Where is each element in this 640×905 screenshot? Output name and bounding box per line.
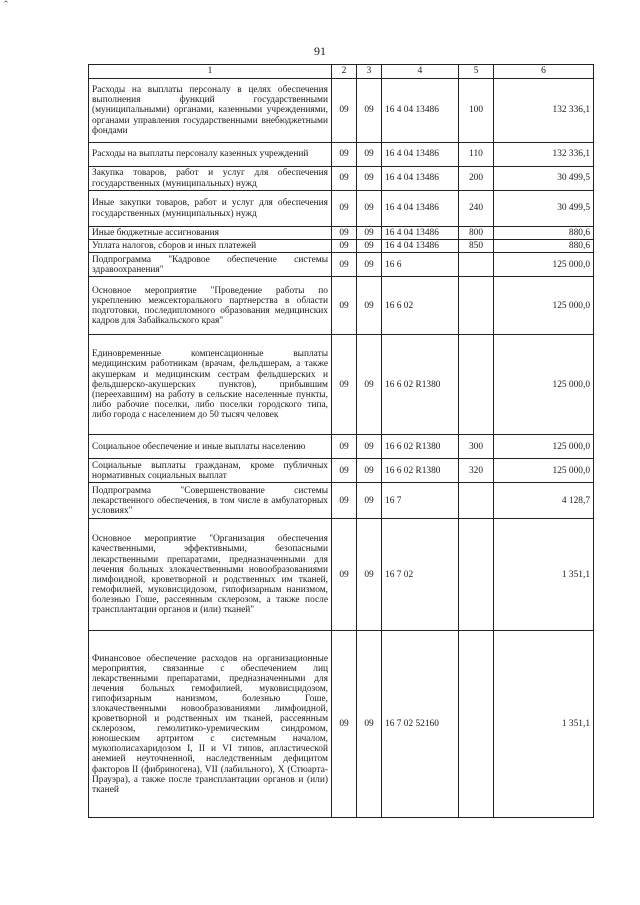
row-description: Закупка товаров, работ и услуг для обеспечения государственных (муниципальных) нужд (89, 167, 332, 191)
row-amount: 30 499,5 (494, 167, 594, 191)
row-expense-type (459, 519, 494, 631)
row-expense-type (459, 277, 494, 335)
table-row (89, 191, 594, 227)
table-row (89, 240, 594, 253)
header-cell-2: 2 (332, 65, 357, 79)
row-expense-type: 100 (459, 79, 494, 143)
row-description: Основное мероприятие "Организация обеспечения качественными, эффективными, безопасными лекарственными препаратами, предназначенными для лечения больных злокачественными новообразованиями лимфоидной, кроветворной и родственных им тканей, гемофилией, муковисцидозом, гипофизарным нанизмом, болезнью Гоше, рассеянным склерозом, а также после трансплантации органов и (или) тканей" (89, 519, 332, 631)
row-target-code: 16 4 04 13486 (382, 240, 459, 253)
row-subsection: 09 (357, 519, 382, 631)
row-section: 09 (332, 143, 357, 167)
page-number: 91 (314, 44, 326, 58)
table-row (89, 631, 594, 818)
row-amount: 125 000,0 (494, 253, 594, 277)
table-row (89, 519, 594, 631)
table-row (89, 167, 594, 191)
row-target-code: 16 4 04 13486 (382, 227, 459, 240)
row-description: Уплата налогов, сборов и иных платежей (89, 240, 332, 253)
row-description: Социальные выплаты гражданам, кроме публичных нормативных социальных выплат (89, 459, 332, 483)
row-section: 09 (332, 240, 357, 253)
table-row (89, 143, 594, 167)
row-expense-type (459, 253, 494, 277)
row-expense-type: 110 (459, 143, 494, 167)
row-section: 09 (332, 631, 357, 818)
row-amount: 132 336,1 (494, 79, 594, 143)
row-amount: 1 351,1 (494, 631, 594, 818)
table-row (89, 335, 594, 435)
row-amount: 4 128,7 (494, 483, 594, 519)
row-subsection: 09 (357, 143, 382, 167)
row-description: Иные закупки товаров, работ и услуг для обеспечения государственных (муниципальных) нужд (89, 191, 332, 227)
row-expense-type: 200 (459, 167, 494, 191)
row-target-code: 16 7 (382, 483, 459, 519)
row-description: Расходы на выплаты персоналу в целях обеспечения выполнения функций государственными (муниципальными) органами, казенными учреждениями, органами управления государственными внебюджетными фондами (89, 79, 332, 143)
row-amount: 125 000,0 (494, 435, 594, 459)
row-subsection: 09 (357, 483, 382, 519)
row-target-code: 16 4 04 13486 (382, 191, 459, 227)
row-amount: 132 336,1 (494, 143, 594, 167)
row-target-code: 16 7 02 52160 (382, 631, 459, 818)
row-expense-type (459, 335, 494, 435)
table-row (89, 253, 594, 277)
row-amount: 880,6 (494, 240, 594, 253)
row-description: Социальное обеспечение и иные выплаты населению (89, 435, 332, 459)
table-row (89, 277, 594, 335)
row-target-code: 16 6 02 R1380 (382, 335, 459, 435)
row-subsection: 09 (357, 277, 382, 335)
header-cell-3: 3 (357, 65, 382, 79)
row-section: 09 (332, 459, 357, 483)
row-target-code: 16 4 04 13486 (382, 167, 459, 191)
row-target-code: 16 4 04 13486 (382, 143, 459, 167)
row-expense-type: 240 (459, 191, 494, 227)
row-subsection: 09 (357, 191, 382, 227)
row-section: 09 (332, 79, 357, 143)
table-row (89, 459, 594, 483)
row-description: Основное мероприятие "Проведение работы по укреплению межсекторального партнерства в области подготовки, последипломного образования медицинских кадров для Забайкальского края" (89, 277, 332, 335)
row-subsection: 09 (357, 253, 382, 277)
row-subsection: 09 (357, 227, 382, 240)
row-subsection: 09 (357, 240, 382, 253)
row-expense-type: 320 (459, 459, 494, 483)
row-description: Иные бюджетные ассигнования (89, 227, 332, 240)
row-amount: 880,6 (494, 227, 594, 240)
budget-table (88, 64, 594, 818)
row-amount: 125 000,0 (494, 277, 594, 335)
row-amount: 1 351,1 (494, 519, 594, 631)
row-target-code: 16 6 02 R1380 (382, 459, 459, 483)
table-row (89, 435, 594, 459)
row-target-code: 16 6 02 R1380 (382, 435, 459, 459)
row-target-code: 16 4 04 13486 (382, 79, 459, 143)
row-amount: 125 000,0 (494, 335, 594, 435)
row-subsection: 09 (357, 435, 382, 459)
table-body (89, 79, 594, 818)
row-description: Единовременные компенсационные выплаты медицинским работникам (врачам, фельдшерам, а также акушеркам и медицинским сестрам фельдшерских и фельдшерско-акушерских пунктов), прибывшим (переехавшим) на работу в сельские населенные пункты, либо рабочие поселки, либо поселки городского типа, либо города с населением до 50 тысяч человек (89, 335, 332, 435)
row-section: 09 (332, 519, 357, 631)
row-amount: 125 000,0 (494, 459, 594, 483)
row-target-code: 16 6 (382, 253, 459, 277)
row-section: 09 (332, 227, 357, 240)
row-amount: 30 499,5 (494, 191, 594, 227)
row-description: Подпрограмма "Совершенствование системы лекарственного обеспечения, в том числе в амбулаторных условиях" (89, 483, 332, 519)
row-expense-type: 300 (459, 435, 494, 459)
row-section: 09 (332, 483, 357, 519)
row-target-code: 16 7 02 (382, 519, 459, 631)
header-row (89, 65, 594, 79)
header-cell-4: 4 (382, 65, 459, 79)
row-section: 09 (332, 335, 357, 435)
table-row (89, 483, 594, 519)
header-cell-5: 5 (459, 65, 494, 79)
row-section: 09 (332, 435, 357, 459)
row-target-code: 16 6 02 (382, 277, 459, 335)
row-subsection: 09 (357, 167, 382, 191)
row-section: 09 (332, 253, 357, 277)
table-row (89, 79, 594, 143)
row-section: 09 (332, 277, 357, 335)
row-expense-type: 850 (459, 240, 494, 253)
row-section: 09 (332, 167, 357, 191)
row-expense-type (459, 631, 494, 818)
row-subsection: 09 (357, 459, 382, 483)
header-cell-1: 1 (89, 65, 332, 79)
row-description: Подпрограмма "Кадровое обеспечение системы здравоохранения" (89, 253, 332, 277)
row-expense-type: 800 (459, 227, 494, 240)
row-subsection: 09 (357, 631, 382, 818)
row-section: 09 (332, 191, 357, 227)
row-description: Финансовое обеспечение расходов на организационные мероприятия, связанные с обеспечением лиц лекарственными препаратами, предназначенными для лечения больных гемофилией, муковисцидозом, гипофизарным нанизмом, болезнью Гоше, злокачественными новообразованиями лимфоидной, кроветворной и родственных им тканей, рассеянным склерозом, гемолитико-уремическим синдромом, юношеским артритом с системным началом, мукополисахаридозом I, II и VI типов, апластической анемией неуточненной, наследственным дефицитом факторов II (фибриногена), VII (лабильного), X (Стюарта-Прауэра), а также после трансплантации органов и (или) тканей (89, 631, 332, 818)
row-description: Расходы на выплаты персоналу казенных учреждений (89, 143, 332, 167)
row-expense-type (459, 483, 494, 519)
table-row (89, 227, 594, 240)
corner-mark: ˆ (4, 0, 8, 12)
row-subsection: 09 (357, 79, 382, 143)
header-cell-6: 6 (494, 65, 594, 79)
row-subsection: 09 (357, 335, 382, 435)
